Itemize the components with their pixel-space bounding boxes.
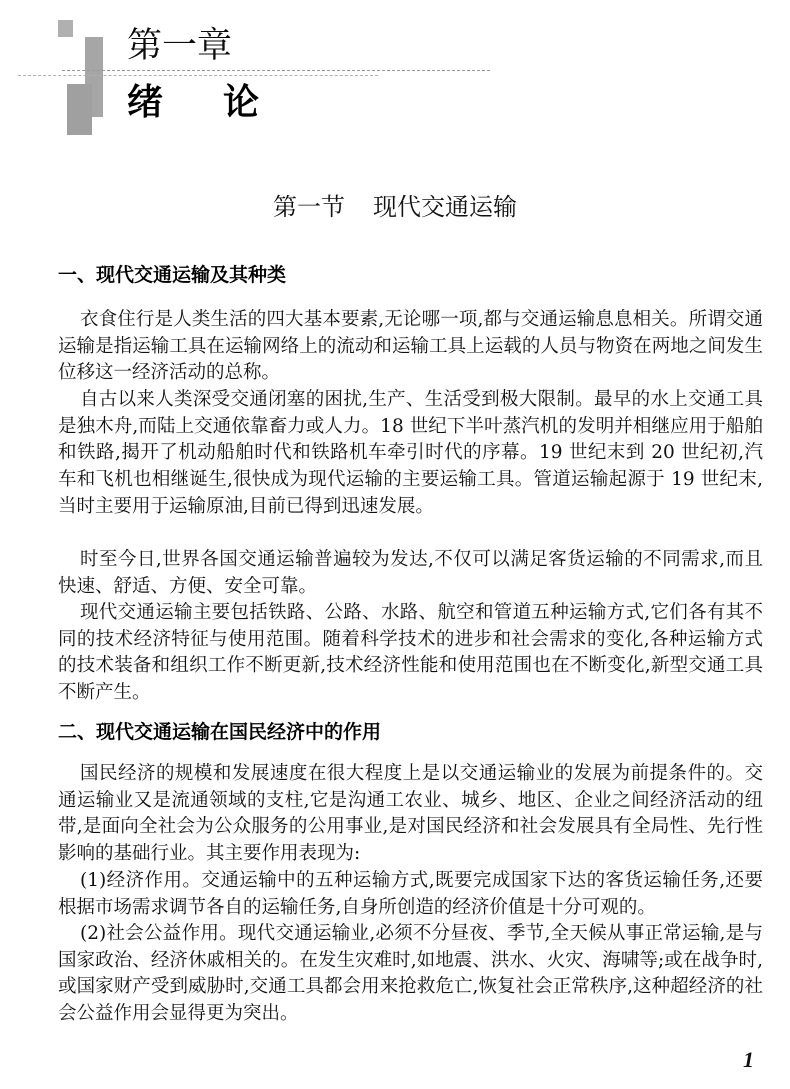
chapter-number: 第一章 [127,26,233,66]
page-number: 1 [743,1047,754,1072]
chapter-rule-lower [18,75,378,76]
chapter-title [127,82,259,124]
chapter-title-part2: 论 [223,82,260,123]
section-title [0,191,790,223]
chapter-rule-upper [62,70,490,71]
subsection-heading-1: 一、现代交通运输及其种类 [58,264,287,286]
paragraph: 现代交通运输主要包括铁路、公路、水路、航空和管道五种运输方式,它们各有其不同的技术经济特征与使用范围。随着科学技术的进步和社会需求的变化,各种运输方式的技术装备和组织工作不断更新,技术经济性能和使用范围也在不断变化,新型交通工具不断产生。 [58,602,763,704]
paragraph: 自古以来人类深受交通闭塞的困扰,生产、生活受到极大限制。最早的水上交通工具是独木舟,而陆上交通依靠畜力或人力。18 世纪下半叶蒸汽机的发明并相继应用于船舶和铁路,揭开了机动船舶时代和铁路机车牵引时代的序幕。19 世纪末到 20 世纪初,汽车和飞机也相继诞生,很快成为现代运输的主要运输工具。管道运输起源于 19 世纪末,当时主要用于运输原油,目前已得到迅速发展。 [58,389,763,517]
subsection-heading-2: 二、现代交通运输在国民经济中的作用 [58,721,382,743]
section-name: 现代交通运输 [373,193,517,221]
chapter-title-part1: 绪 [127,82,164,123]
paragraph: 国民经济的规模和发展速度在很大程度上是以交通运输业的发展为前提条件的。交通运输业又是流通领域的支柱,它是沟通工农业、城乡、地区、企业之间经济活动的纽带,是面向全社会为公众服务的公用事业,是对国民经济和社会发展具有全局性、先行性影响的基础行业。其主要作用表现为: [58,763,763,865]
paragraph: (1)经济作用。交通运输中的五种运输方式,既要完成国家下达的客货运输任务,还要根据市场需求调节各自的运输任务,自身所创造的经济价值是十分可观的。 [58,870,763,918]
section-number: 第一节 [273,193,345,221]
paragraph: 时至今日,世界各国交通运输普遍较为发达,不仅可以满足客货运输的不同需求,而且快速、舒适、方便、安全可靠。 [58,549,763,597]
paragraph: (2)社会公益作用。现代交通运输业,必须不分昼夜、季节,全天候从事正常运输,是与国家政治、经济休戚相关的。在发生灾难时,如地震、洪水、火灾、海啸等;或在战争时,或国家财产受到威胁时,交通工具都会用来抢救危亡,恢复社会正常秩序,这种超经济的社会公益作用会显得更为突出。 [58,923,763,1025]
decor-block-lower [67,84,92,135]
decor-block-small [58,20,73,37]
paragraph: 衣食住行是人类生活的四大基本要素,无论哪一项,都与交通运输息息相关。所谓交通运输是指运输工具在运输网络上的流动和运输工具上运载的人员与物资在两地之间发生位移这一经济活动的总称。 [58,309,763,384]
